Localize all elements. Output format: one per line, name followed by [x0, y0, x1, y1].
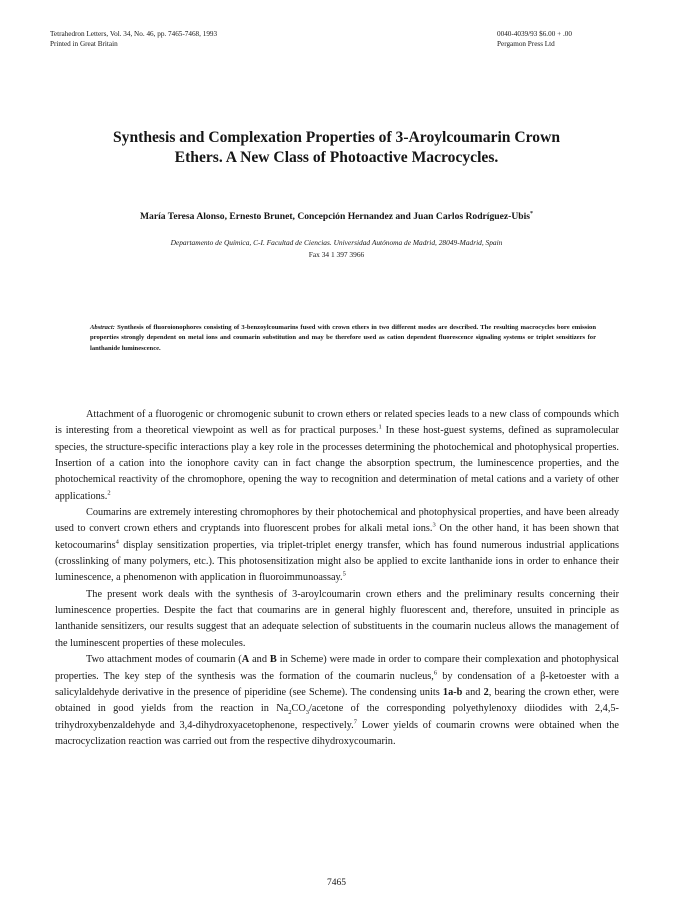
affiliation: [20, 237, 653, 261]
ref-6: 6: [433, 669, 438, 677]
abstract-text: Synthesis of fluoroionophores consisting of 3-benzoylcoumarins fused with crown ethers in two different modes are described. The resulting macrocycles bore emission properties strongly dependent on metal ions and coumarin substitution and may be therefore used as cation dependent fluorescence signaling systems or triplet sensitizers for lanthanide luminescence.: [90, 324, 597, 352]
body-text: [55, 407, 619, 750]
scheme-label-b: B: [269, 654, 277, 666]
title-line-2: Ethers. A New Class of Photoactive Macrocycles.: [174, 149, 499, 166]
department: Departamento de Química, C-I. Facultad de Ciencias. Universidad Autónoma de Madrid, 28049-Madrid, Spain: [170, 238, 503, 247]
fax-number: Fax 34 1 397 3966: [308, 250, 365, 259]
journal-header-right: [497, 30, 572, 49]
ref-4: 4: [115, 538, 119, 546]
title-line-1: Synthesis and Complexation Properties of 3-Aroylcoumarin Crown: [112, 129, 561, 146]
publisher: Pergamon Press Ltd: [497, 39, 555, 48]
scheme-label-a: A: [241, 654, 250, 666]
journal-header-left: [50, 30, 217, 49]
corresponding-author-mark: *: [529, 211, 533, 217]
ref-7: 7: [353, 718, 357, 726]
print-location: Printed in Great Britain: [50, 39, 118, 48]
ref-1: 1: [378, 423, 382, 431]
paragraph-4: Two attachment modes of coumarin (A and B in Scheme) were made in order to compare their complexation and photophysical properties. The key step of the synthesis was the formation of the coumarin nucleus,$^6$ by condensation of a β-ketoester with a salicylaldehyde derivative in the presence of piperidine (see Scheme). The condensing units 1a-b and 2, bearing the crown ether, were obtained in good yields from the reaction in $Na_2CO_3$/acetone of the corresponding polyethylenoxy diiodides with 2,4,5-trihydroxybenzaldehyde and 3,4-dihydroxyacetophenone, respectively.$^7$ Lower yields of coumarin crowns were obtained when the macrocyclization reaction was carried out from the respective dihydroxycoumarin.: [55, 654, 620, 747]
page-number: 7465: [327, 878, 346, 888]
paragraph-1: Attachment of a fluorogenic or chromogenic subunit to crown ethers or related species leads to a new class of compounds which is interesting from a theoretical viewpoint as well as for practical purposes.$^1$ In these host-guest systems, defined as supramolecular species, the structure-specific interactions play a key role in the processes determining the photochemical and photophysical properties. Insertion of a cation into the ionophore cavity can in fact change the absorption spectrum, the luminescence properties, and the photochemical reactivity of the chromophore, opening the way to recognition and determination of metal cations and a variety of other applications.$^2$: [55, 409, 619, 502]
ref-5: 5: [342, 571, 346, 579]
issn-price: 0040-4039/93 $6.00 + .00: [497, 30, 572, 38]
abstract: [90, 323, 596, 354]
paper-title: [30, 128, 643, 168]
compound-1ab: 1a-b: [442, 686, 463, 698]
abstract-label: Abstract:: [90, 324, 115, 331]
author-names: María Teresa Alonso, Ernesto Brunet, Concepción Hernandez and Juan Carlos Rodríguez-Ubis: [140, 211, 530, 223]
author-list: [20, 208, 653, 223]
paragraph-3: The present work deals with the synthesis of 3-aroylcoumarin crown ethers and the preliminary results concerning their luminescence properties. Despite the fact that coumarins are in general highly fluorescent and, therefore, unsuited in principle as lanthanide sensitizers, our results suggest that an adequate selection of substituents in the coumarin nucleus allows the management of the luminescent properties of these molecules.: [55, 588, 619, 649]
ref-2: 2: [107, 489, 111, 497]
compound-2: 2: [483, 686, 489, 698]
paragraph-2: Coumarins are extremely interesting chromophores by their photochemical and photophysical properties, and have been already used to convert crown ethers and cryptands into fluorescent probes for alkali metal ions.$^3$ On the other hand, it has been shown that ketocoumarins$^4$ display sensitization properties, via triplet-triplet energy transfer, which has found numerous industrial applications (crosslinking of many polymers, etc.). This photosensitization might also be applied to excite lanthanide ions in order to enhance their luminescence, a phenomenon with application in fluoroimmunoassay.$^5$: [55, 507, 619, 584]
journal-citation: Tetrahedron Letters, Vol. 34, No. 46, pp. 7465-7468, 1993: [50, 30, 218, 38]
ref-3: 3: [432, 521, 436, 529]
